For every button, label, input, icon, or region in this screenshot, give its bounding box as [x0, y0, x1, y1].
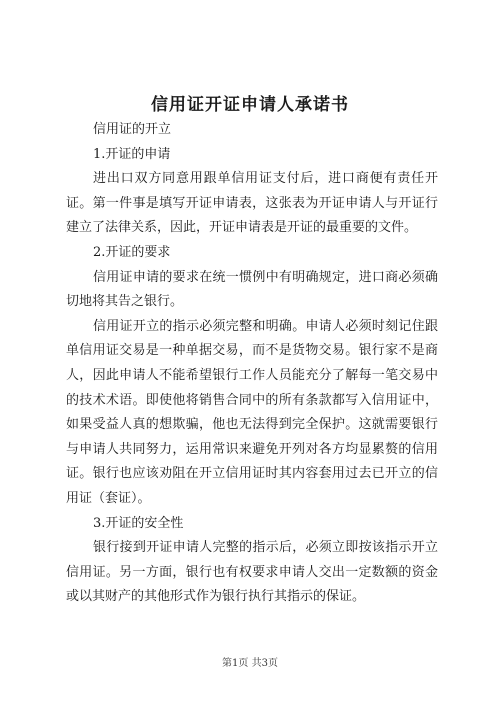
document-title: 信用证开证申请人承诺书 — [151, 95, 349, 115]
paragraph-requirements-1: 信用证申请的要求在统一惯例中有明确规定，进口商必须确切地将其告之银行。 — [66, 269, 438, 310]
paragraph-requirements-2: 信用证开立的指示必须完整和明确。申请人必须时刻记住跟单信用证交易是一种单据交易，而不是货物交易。银行家不是商人，因此申请人不能希望银行工作人员能充分了解每一笔交易中的技术术语。即使他将销售合同中的所有条款都写入信用证中，如果受益人真的想欺骗，他也无法得到完全保护。这就需要银行与申请人共同努力，运用常识来避免开列对各方均显累赘的信用证。银行也应该劝阻在开立信用证时其内容套用过去已开立的信用证（套证）。 — [66, 318, 438, 506]
paragraph-application: 进出口双方同意用跟单信用证支付后，进口商便有责任开证。第一件事是填写开证申请表，这张表为开证申请人与开证行建立了法律关系，因此，开证申请表是开证的最重要的文件。 — [66, 171, 438, 236]
paragraph-security: 银行接到开证申请人完整的指示后，必须立即按该指示开立信用证。另一方面，银行也有权要求申请人交出一定数额的资金或以其财产的其他形式作为银行执行其指示的保证。 — [66, 540, 438, 605]
section-heading-letter-of-credit: 信用证的开立 — [93, 122, 172, 137]
subsection-heading-security: 3.开证的安全性 — [93, 515, 184, 531]
subsection-heading-requirements: 2.开证的要求 — [93, 244, 171, 260]
subsection-heading-application: 1.开证的申请 — [93, 146, 171, 162]
document-body — [66, 118, 438, 610]
page-number-footer: 第1页 共3页 — [222, 658, 278, 669]
